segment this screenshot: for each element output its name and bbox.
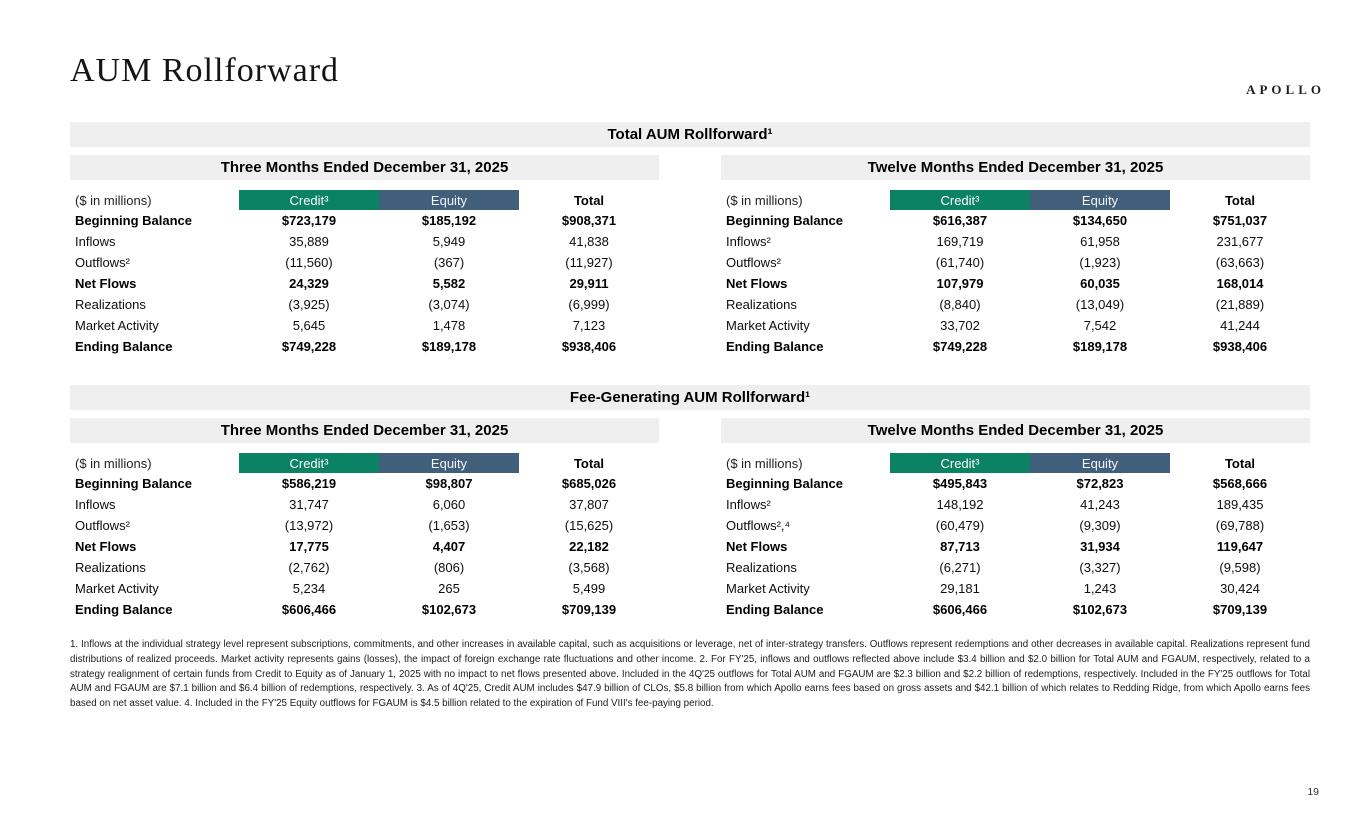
cell-value: 41,244 (1220, 318, 1260, 334)
aum-rollforward-table (721, 155, 1310, 357)
row-label: Beginning Balance (726, 213, 844, 229)
cell-value: 41,243 (1080, 497, 1120, 513)
row-label: Outflows²,⁴ (726, 518, 791, 534)
cell-value: (367) (433, 255, 465, 271)
cell-value: (1,923) (1079, 255, 1121, 271)
row-label: Net Flows (726, 276, 788, 292)
row-label: Realizations (75, 560, 146, 576)
cell-value: 87,713 (940, 539, 980, 555)
row-label: Ending Balance (75, 602, 173, 618)
cell-value: (11,927) (565, 255, 613, 271)
cell-value: 107,979 (936, 276, 984, 292)
cell-value: 189,435 (1216, 497, 1264, 513)
total-aum-twelve-months-table-slot (721, 155, 1310, 357)
cell-value: (1,653) (428, 518, 470, 534)
cell-value: $495,843 (932, 476, 988, 492)
page-number: 19 (1307, 786, 1319, 798)
cell-value: 35,889 (289, 234, 329, 250)
equity-column-header: Equity (1030, 453, 1170, 473)
table-row (721, 578, 1310, 599)
equity-column-header: Equity (379, 190, 519, 210)
row-label: Outflows² (75, 518, 130, 534)
row-label: Inflows² (726, 497, 771, 513)
period-header: Twelve Months Ended December 31, 2025 (721, 155, 1310, 180)
table-row (70, 515, 659, 536)
cell-value: (61,740) (935, 255, 985, 271)
data-table (721, 453, 1310, 620)
aum-rollforward-table (70, 155, 659, 357)
cell-value: 231,677 (1216, 234, 1264, 250)
cell-value: $606,466 (281, 602, 337, 618)
row-label: Net Flows (75, 539, 137, 555)
row-label: Market Activity (75, 318, 159, 334)
cell-value: (21,889) (1215, 297, 1265, 313)
cell-value: 5,499 (572, 581, 606, 597)
cell-value: 30,424 (1220, 581, 1260, 597)
unit-label: ($ in millions) (726, 455, 803, 471)
cell-value: 5,949 (432, 234, 466, 250)
cell-value: (63,663) (1215, 255, 1265, 271)
cell-value: $568,666 (1212, 476, 1268, 492)
cell-value: 168,014 (1216, 276, 1264, 292)
cell-value: $586,219 (281, 476, 337, 492)
column-header-row (70, 190, 659, 210)
cell-value: $189,178 (1072, 339, 1128, 355)
table-row (721, 473, 1310, 494)
period-header: Three Months Ended December 31, 2025 (70, 418, 659, 443)
cell-value: 1,478 (432, 318, 466, 334)
section-heading-total-aum: Total AUM Rollforward¹ (70, 122, 1310, 147)
table-row (721, 515, 1310, 536)
cell-value: 31,934 (1080, 539, 1120, 555)
table-row (70, 336, 659, 357)
cell-value: $751,037 (1212, 213, 1268, 229)
table-row (721, 252, 1310, 273)
cell-value: 148,192 (936, 497, 984, 513)
fgaum-three-months-table-slot (70, 418, 659, 620)
table-row (721, 273, 1310, 294)
row-label: Market Activity (726, 581, 810, 597)
cell-value: $749,228 (932, 339, 988, 355)
cell-value: $709,139 (1212, 602, 1268, 618)
equity-column-header: Equity (379, 453, 519, 473)
cell-value: $102,673 (421, 602, 477, 618)
data-table (721, 190, 1310, 357)
cell-value: (13,049) (1075, 297, 1125, 313)
cell-value: $938,406 (561, 339, 617, 355)
row-label: Realizations (726, 297, 797, 313)
table-row (70, 273, 659, 294)
table-row (70, 315, 659, 336)
table-row (721, 231, 1310, 252)
cell-value: 29,911 (569, 276, 609, 292)
cell-value: (3,568) (568, 560, 610, 576)
cell-value: 22,182 (569, 539, 609, 555)
cell-value: $185,192 (421, 213, 477, 229)
cell-value: $134,650 (1072, 213, 1128, 229)
cell-value: $606,466 (932, 602, 988, 618)
table-row (70, 294, 659, 315)
cell-value: (13,972) (284, 518, 334, 534)
aum-rollforward-table (721, 418, 1310, 620)
cell-value: 5,645 (292, 318, 326, 334)
table-row (721, 210, 1310, 231)
row-label: Net Flows (726, 539, 788, 555)
cell-value: 17,775 (289, 539, 329, 555)
cell-value: 1,243 (1083, 581, 1117, 597)
cell-value: $709,139 (561, 602, 617, 618)
cell-value: 169,719 (936, 234, 984, 250)
row-label: Outflows² (75, 255, 130, 271)
cell-value: $72,823 (1076, 476, 1124, 492)
footnotes: 1. Inflows at the individual strategy level represent subscriptions, commitments, and other increases in available capital, such as acquisitions or leverage, net of inter-strategy transfers. Outflows represent redemptions and other decreases in available capital. Realizations represent fund distributions of realized proceeds. Market activity represents gains (losses), the impact of foreign exchange rate fluctuations and other income. 2. For FY'25, inflows and outflows reflected above include $3.4 billion and $2.0 billion for Total AUM and FGAUM, respectively, related to a strategy realignment of certain funds from Credit to Equity as of January 1, 2025 with no impact to net flows presented above. Included in the 4Q'25 outflows for Total AUM and FGAUM are $2.3 billion and $2.2 billion of redemptions, respectively. Included in the FY'25 outflows for Total AUM and FGAUM are $7.1 billion and $6.4 billion of redemptions, respectively. 3. As of 4Q'25, Credit AUM includes $47.9 billion of CLOs, $5.8 billion from which Apollo earns fees based on gross assets and $42.1 billion of which relates to Redding Ridge, from which Apollo earns fees based on net asset value. 4. Included in the FY'25 Equity outflows for FGAUM is $4.5 billion related to the expiration of Fund VIII's fee-paying period. (70, 639, 1310, 710)
total-column-header: Total (573, 455, 605, 471)
cell-value: (8,840) (939, 297, 981, 313)
row-label: Realizations (726, 560, 797, 576)
table-row (721, 494, 1310, 515)
aum-rollforward-table (70, 418, 659, 620)
section-heading-fee-generating-aum: Fee-Generating AUM Rollforward¹ (70, 385, 1310, 410)
cell-value: $98,807 (425, 476, 473, 492)
page-title: AUM Rollforward (70, 52, 340, 89)
cell-value: $189,178 (421, 339, 477, 355)
table-row (70, 231, 659, 252)
table-row (721, 315, 1310, 336)
table-row (70, 599, 659, 620)
cell-value: (2,762) (288, 560, 330, 576)
row-label: Ending Balance (726, 602, 824, 618)
data-table (70, 453, 659, 620)
table-row (70, 578, 659, 599)
unit-label: ($ in millions) (75, 455, 152, 471)
table-row (70, 252, 659, 273)
cell-value: (3,925) (288, 297, 330, 313)
cell-value: 5,234 (292, 581, 326, 597)
apollo-logo: APOLLO (1246, 82, 1325, 97)
row-label: Inflows (75, 497, 116, 513)
equity-column-header: Equity (1030, 190, 1170, 210)
unit-label: ($ in millions) (75, 192, 152, 208)
cell-value: $685,026 (561, 476, 617, 492)
table-row (70, 494, 659, 515)
fee-generating-aum-tables-row (70, 418, 1310, 620)
cell-value: $749,228 (281, 339, 337, 355)
table-row (721, 599, 1310, 620)
cell-value: (60,479) (935, 518, 985, 534)
cell-value: 4,407 (432, 539, 466, 555)
cell-value: (9,598) (1219, 560, 1261, 576)
cell-value: (9,309) (1079, 518, 1121, 534)
column-header-row (721, 190, 1310, 210)
cell-value: (15,625) (564, 518, 614, 534)
total-column-header: Total (1224, 455, 1256, 471)
row-label: Outflows² (726, 255, 781, 271)
credit-column-header: Credit³ (239, 190, 379, 210)
row-label: Ending Balance (75, 339, 173, 355)
table-row (70, 536, 659, 557)
fgaum-twelve-months-table-slot (721, 418, 1310, 620)
cell-value: $616,387 (932, 213, 988, 229)
row-label: Beginning Balance (726, 476, 844, 492)
credit-column-header: Credit³ (890, 453, 1030, 473)
cell-value: 61,958 (1080, 234, 1120, 250)
table-row (721, 336, 1310, 357)
data-table (70, 190, 659, 357)
cell-value: (6,999) (568, 297, 610, 313)
row-label: Inflows (75, 234, 116, 250)
period-header: Three Months Ended December 31, 2025 (70, 155, 659, 180)
cell-value: 41,838 (569, 234, 609, 250)
cell-value: $102,673 (1072, 602, 1128, 618)
credit-column-header: Credit³ (890, 190, 1030, 210)
cell-value: 119,647 (1216, 539, 1264, 555)
table-row (721, 557, 1310, 578)
row-label: Inflows² (726, 234, 771, 250)
row-label: Beginning Balance (75, 476, 193, 492)
period-header: Twelve Months Ended December 31, 2025 (721, 418, 1310, 443)
table-row (721, 536, 1310, 557)
cell-value: 29,181 (940, 581, 980, 597)
cell-value: (69,788) (1215, 518, 1265, 534)
credit-column-header: Credit³ (239, 453, 379, 473)
cell-value: $908,371 (561, 213, 617, 229)
column-header-row (70, 453, 659, 473)
unit-label: ($ in millions) (726, 192, 803, 208)
total-aum-tables-row (70, 155, 1310, 357)
column-header-row (721, 453, 1310, 473)
cell-value: 37,807 (569, 497, 609, 513)
row-label: Net Flows (75, 276, 137, 292)
cell-value: 5,582 (432, 276, 466, 292)
cell-value: 60,035 (1080, 276, 1120, 292)
cell-value: 31,747 (289, 497, 329, 513)
total-aum-three-months-table-slot (70, 155, 659, 357)
cell-value: 24,329 (289, 276, 329, 292)
row-label: Realizations (75, 297, 146, 313)
cell-value: 6,060 (432, 497, 466, 513)
table-row (721, 294, 1310, 315)
row-label: Market Activity (75, 581, 159, 597)
table-row (70, 557, 659, 578)
row-label: Market Activity (726, 318, 810, 334)
table-row (70, 210, 659, 231)
cell-value: (806) (433, 560, 465, 576)
cell-value: (11,560) (285, 255, 333, 271)
cell-value: 7,123 (572, 318, 606, 334)
cell-value: 265 (438, 581, 460, 597)
cell-value: (3,074) (428, 297, 470, 313)
cell-value: $938,406 (1212, 339, 1268, 355)
total-column-header: Total (573, 192, 605, 208)
cell-value: $723,179 (281, 213, 337, 229)
table-row (70, 473, 659, 494)
row-label: Ending Balance (726, 339, 824, 355)
row-label: Beginning Balance (75, 213, 193, 229)
cell-value: (6,271) (939, 560, 981, 576)
total-column-header: Total (1224, 192, 1256, 208)
cell-value: (3,327) (1079, 560, 1121, 576)
cell-value: 7,542 (1083, 318, 1117, 334)
cell-value: 33,702 (940, 318, 980, 334)
